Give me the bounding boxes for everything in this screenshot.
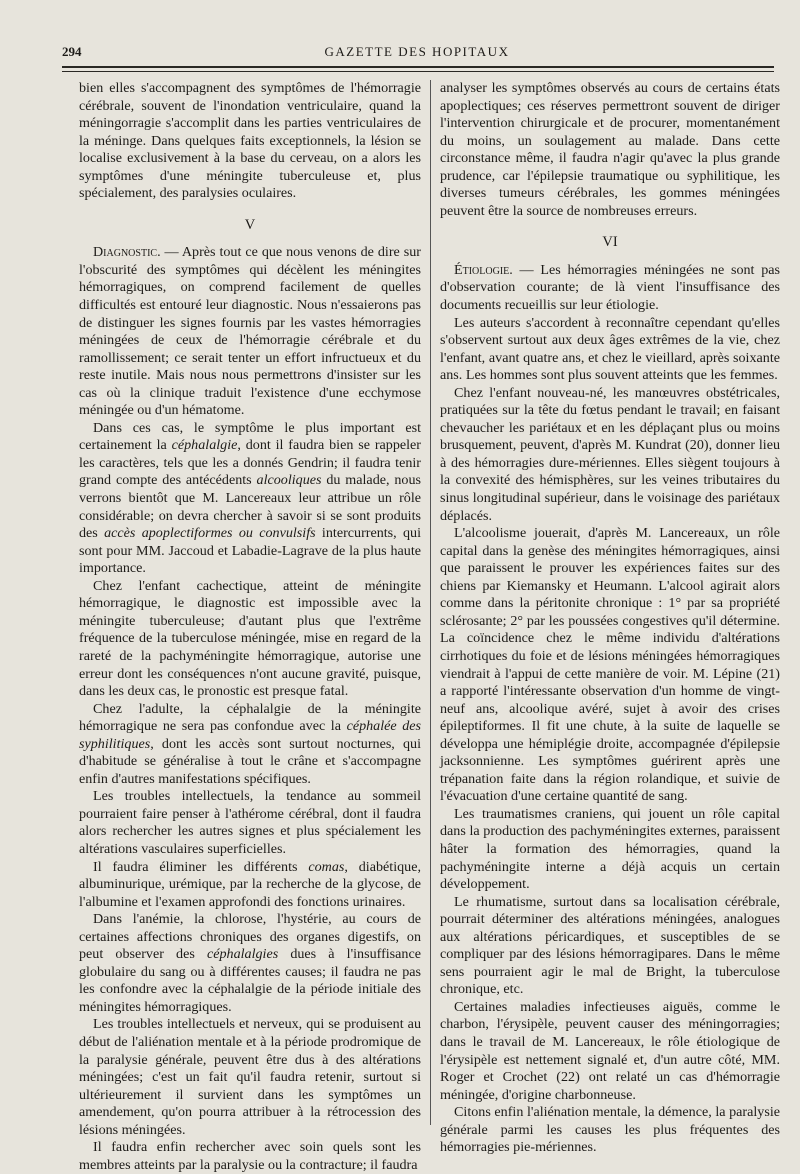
paragraph-intro: bien elles s'accompagnent des symptômes de l'hémorragie cérébrale, souvent de l'inondation ventriculaire, quand la méningorragie s'accomplit dans les parties ventriculaires de la méninge. Dans quelques faits exceptionnels, la lésion se localise exclusivement à la base du cerveau, on a alors les symptômes d'une méningite tuberculeuse et, plus spécialement, des paralysies oculaires. — [79, 80, 421, 202]
diagnostic-text: — Après tout ce que nous venons de dire sur l'obscurité des symptômes qui décèlent les méningites hémorragiques, on comprend facilement de quelles difficultés est entouré leur diagnostic. Nous n'essaierons pas de distinguer les signes fournis par les vastes hémorragies méningées de ceux de l'hémorragie cérébrale et du ramollissement; ce serait tenter un effort infructueux et du reste inutile. Mais nous nous permettrons d'insister sur les cas où la clinique traduit l'existence d'une ecchymose méningée ou d'un hématome. — [79, 244, 421, 419]
text-run: Chez l'adulte, la céphalalgie de la méningite hémorragique ne sera pas confondue avec la — [79, 700, 421, 735]
italic-term: céphalalgie — [171, 437, 238, 454]
text-run: du malade, nous verrons bientôt que M. Lancereaux leur attribue un rôle considérable; on devra chercher à savoir si se sont produits des — [79, 472, 421, 542]
right-column — [440, 80, 780, 1157]
text-run: Dans ces cas, le symptôme le plus important est certainement la — [79, 419, 421, 454]
italic-term: comas — [308, 858, 345, 875]
paragraph-diagnostic — [79, 244, 421, 419]
paragraph-child: Chez l'enfant cachectique, atteint de méningite hémorragique, le diagnostic est impossible avec la méningite tuberculeuse; d'autant plus que l'extrême fréquence de la tuberculose méningée, mise en regard de la rareté de la pachyméningite hémorragique, autorise une erreur dont les conséquences n'ont aucune gravité, puisque, dans les deux cas, le pronostic est presque fatal. — [79, 577, 421, 700]
header-rule-thick — [62, 66, 774, 68]
paragraph-adult — [79, 701, 421, 789]
section-heading-vi: VI — [602, 234, 618, 251]
italic-term: céphalée des syphilitiques — [79, 718, 422, 752]
italic-term: alcooliques — [256, 472, 322, 489]
text-run: , diabétique, albuminurique, urémique, par la recherche de la glycose, de l'albumine et l'examen approfondi des fonctions urinaires. — [79, 858, 421, 910]
paragraph-symptom — [79, 420, 421, 578]
paragraph-intellectual: Les troubles intellectuels, la tendance au sommeil pourraient faire penser à l'athérome cérébral, dont il faudra alors rechercher les autres signes et plus spécialement les altérations vasculaires superficielles. — [79, 788, 421, 857]
section-heading-v: V — [244, 216, 256, 233]
paragraph-alcoholism: L'alcoolisme jouerait, d'après M. Lancereaux, un rôle capital dans la genèse des méningites hémorragiques, ainsi que paraissent le prouver les expériences faites sur des chiens par Kiemansky et Heumann. L'alcool agirait alors comme dans la péritonite chronique : 1° par sa propriété sclérosante; 2° par les poussées congestives qu'il détermine. La coïncidence chez le même individu d'altérations cirrhotiques du foie et de lésions méningées hémorragiques viendrait à l'appui de cette manière de voir. M. Lépine (21) a rapporté l'intéressante observation d'un homme de vingt-neuf ans, alcoolique avéré, sujet à avoir des crises épileptiformes. Il fit une chute, à la suite de laquelle se développa une hémiplégie droite, accompagnée d'épilepsie jacksonnienne. Les symptômes guérirent après une trépanation faite dans la région rolandique, et suivie de l'évacuation d'une certaine quantité de sang. — [440, 525, 780, 805]
diagnostic-label: Diagnostic. — [93, 244, 161, 261]
paragraph-newborn: Chez l'enfant nouveau-né, les manœuvres obstétricales, pratiquées sur la tête du fœtus pendant le travail; en faisant chevaucher les pariétaux et en les déplaçant plus ou moins brusquement, peuvent, d'après M. Kundrat (20), donner lieu à des hémorragies dure-mériennes. Elles siègent toujours à la convexité des hémisphères, sur les veines tributaires du sinus longitudinal supérieur, dans le voisinage des pariétaux déplacés. — [440, 384, 780, 524]
text-run: intercurrents, qui sont pour MM. Jaccoud et Labadie-Lagrave de la plus haute importance. — [79, 525, 421, 577]
text-run: , dont il faudra bien se rappeler les caractères, tels que les a donnés Gendrin; il faudra tenir grand compte des antécédents — [79, 437, 421, 489]
running-title: GAZETTE DES HOPITAUX — [324, 44, 510, 59]
etiology-label: Étiologie. — [454, 261, 513, 278]
paragraph-mental: Citons enfin l'aliénation mentale, la démence, la paralysie générale parmi les causes les plus fréquentes des hémorragies pie-mériennes. — [440, 1104, 780, 1156]
italic-term: céphalalgies — [206, 946, 279, 963]
paragraph-etiology — [440, 262, 780, 315]
paragraph-finally: Il faudra enfin rechercher avec soin quels sont les membres atteints par la paralysie ou la contracture; il faudra — [79, 1139, 421, 1173]
paragraph-analyze: analyser les symptômes observés au cours de certains états apoplectiques; ces réserves permettront souvent de diriger l'intervention chirurgicale et de procurer, momentanément du moins, un soulagement au malade. Dans cette circonstance même, il faudra n'agir qu'avec la plus grande prudence, car l'épilepsie traumatique ou syphilitique, les diverses tumeurs cérébrales, les gommes méningées peuvent être la source de nombreuses erreurs. — [440, 80, 780, 219]
header-rule-thin — [62, 71, 774, 72]
italic-term: accès apoplectiformes ou convulsifs — [104, 525, 316, 542]
text-run: Il faudra éliminer les différents — [93, 858, 309, 875]
paragraph-comas — [79, 859, 421, 912]
paragraph-authors: Les auteurs s'accordent à reconnaître cependant qu'elles s'observent surtout aux deux âges extrêmes de la vie, chez l'enfant, avant quatre ans, et chez le vieillard, après soixante ans. Les hommes sont plus souvent atteints que les femmes. — [440, 314, 780, 384]
text-run: dues à l'insuffisance globulaire du sang ou à différentes causes; il faudra ne pas les confondre avec la céphalalgie de la période initiale des méningites hémorragiques. — [79, 946, 421, 1015]
etiology-text: — Les hémorragies méningées ne sont pas d'observation courante; de là vient l'insuffisance des documents recueillis sur leur étiologie. — [440, 261, 780, 314]
paragraph-trauma: Les traumatismes craniens, qui jouent un rôle capital dans la production des pachyméningites externes, paraissent hâter la formation des hémorragies, quand la pachyméningite interne a déjà acquis un certain développement. — [440, 805, 780, 893]
left-column — [79, 80, 421, 1174]
column-divider — [430, 80, 431, 1125]
paragraph-rheumatism: Le rhumatisme, surtout dans sa localisation cérébrale, pourrait déterminer des altérations méningées, analogues aux altérations péricardiques, et susceptibles de se compliquer par des lésions hémorragipares. Dans le même sens pourraient agir le mal de Bright, la tuberculose chronique, etc. — [440, 893, 780, 998]
page-header — [62, 44, 772, 64]
paragraph-infections: Certaines maladies infectieuses aiguës, comme le charbon, l'érysipèle, peuvent causer des méningorragies; dans le travail de M. Lancereaux, le rôle étiologique de l'érysipèle est nettement signalé et, d'un autre côté, MM. Roger et Crochet (22) ont relaté un cas d'hémorragie méningée, d'origine charbonneuse. — [440, 998, 780, 1103]
text-run: , dont les accès sont surtout nocturnes, qui d'habitude se généralise à tout le crâne et s'accompagne enfin d'autres manifestations spécifiques. — [79, 735, 421, 787]
paragraph-nervous: Les troubles intellectuels et nerveux, qui se produisent au début de l'aliénation mentale et à la période prodromique de la paralysie générale, peuvent être dus à des altérations méningées; c'est un fait qu'il faudra retenir, surtout si ultérieurement il survient dans les symptômes un amendement, qu'on pourra attribuer à la rétrocession des lésions méningées. — [79, 1016, 421, 1138]
text-run: Dans l'anémie, la chlorose, l'hystérie, au cours de certaines affections chroniques des organes digestifs, on peut observer des — [79, 911, 421, 963]
paragraph-anemia — [79, 911, 421, 1016]
page-number: 294 — [62, 44, 82, 59]
